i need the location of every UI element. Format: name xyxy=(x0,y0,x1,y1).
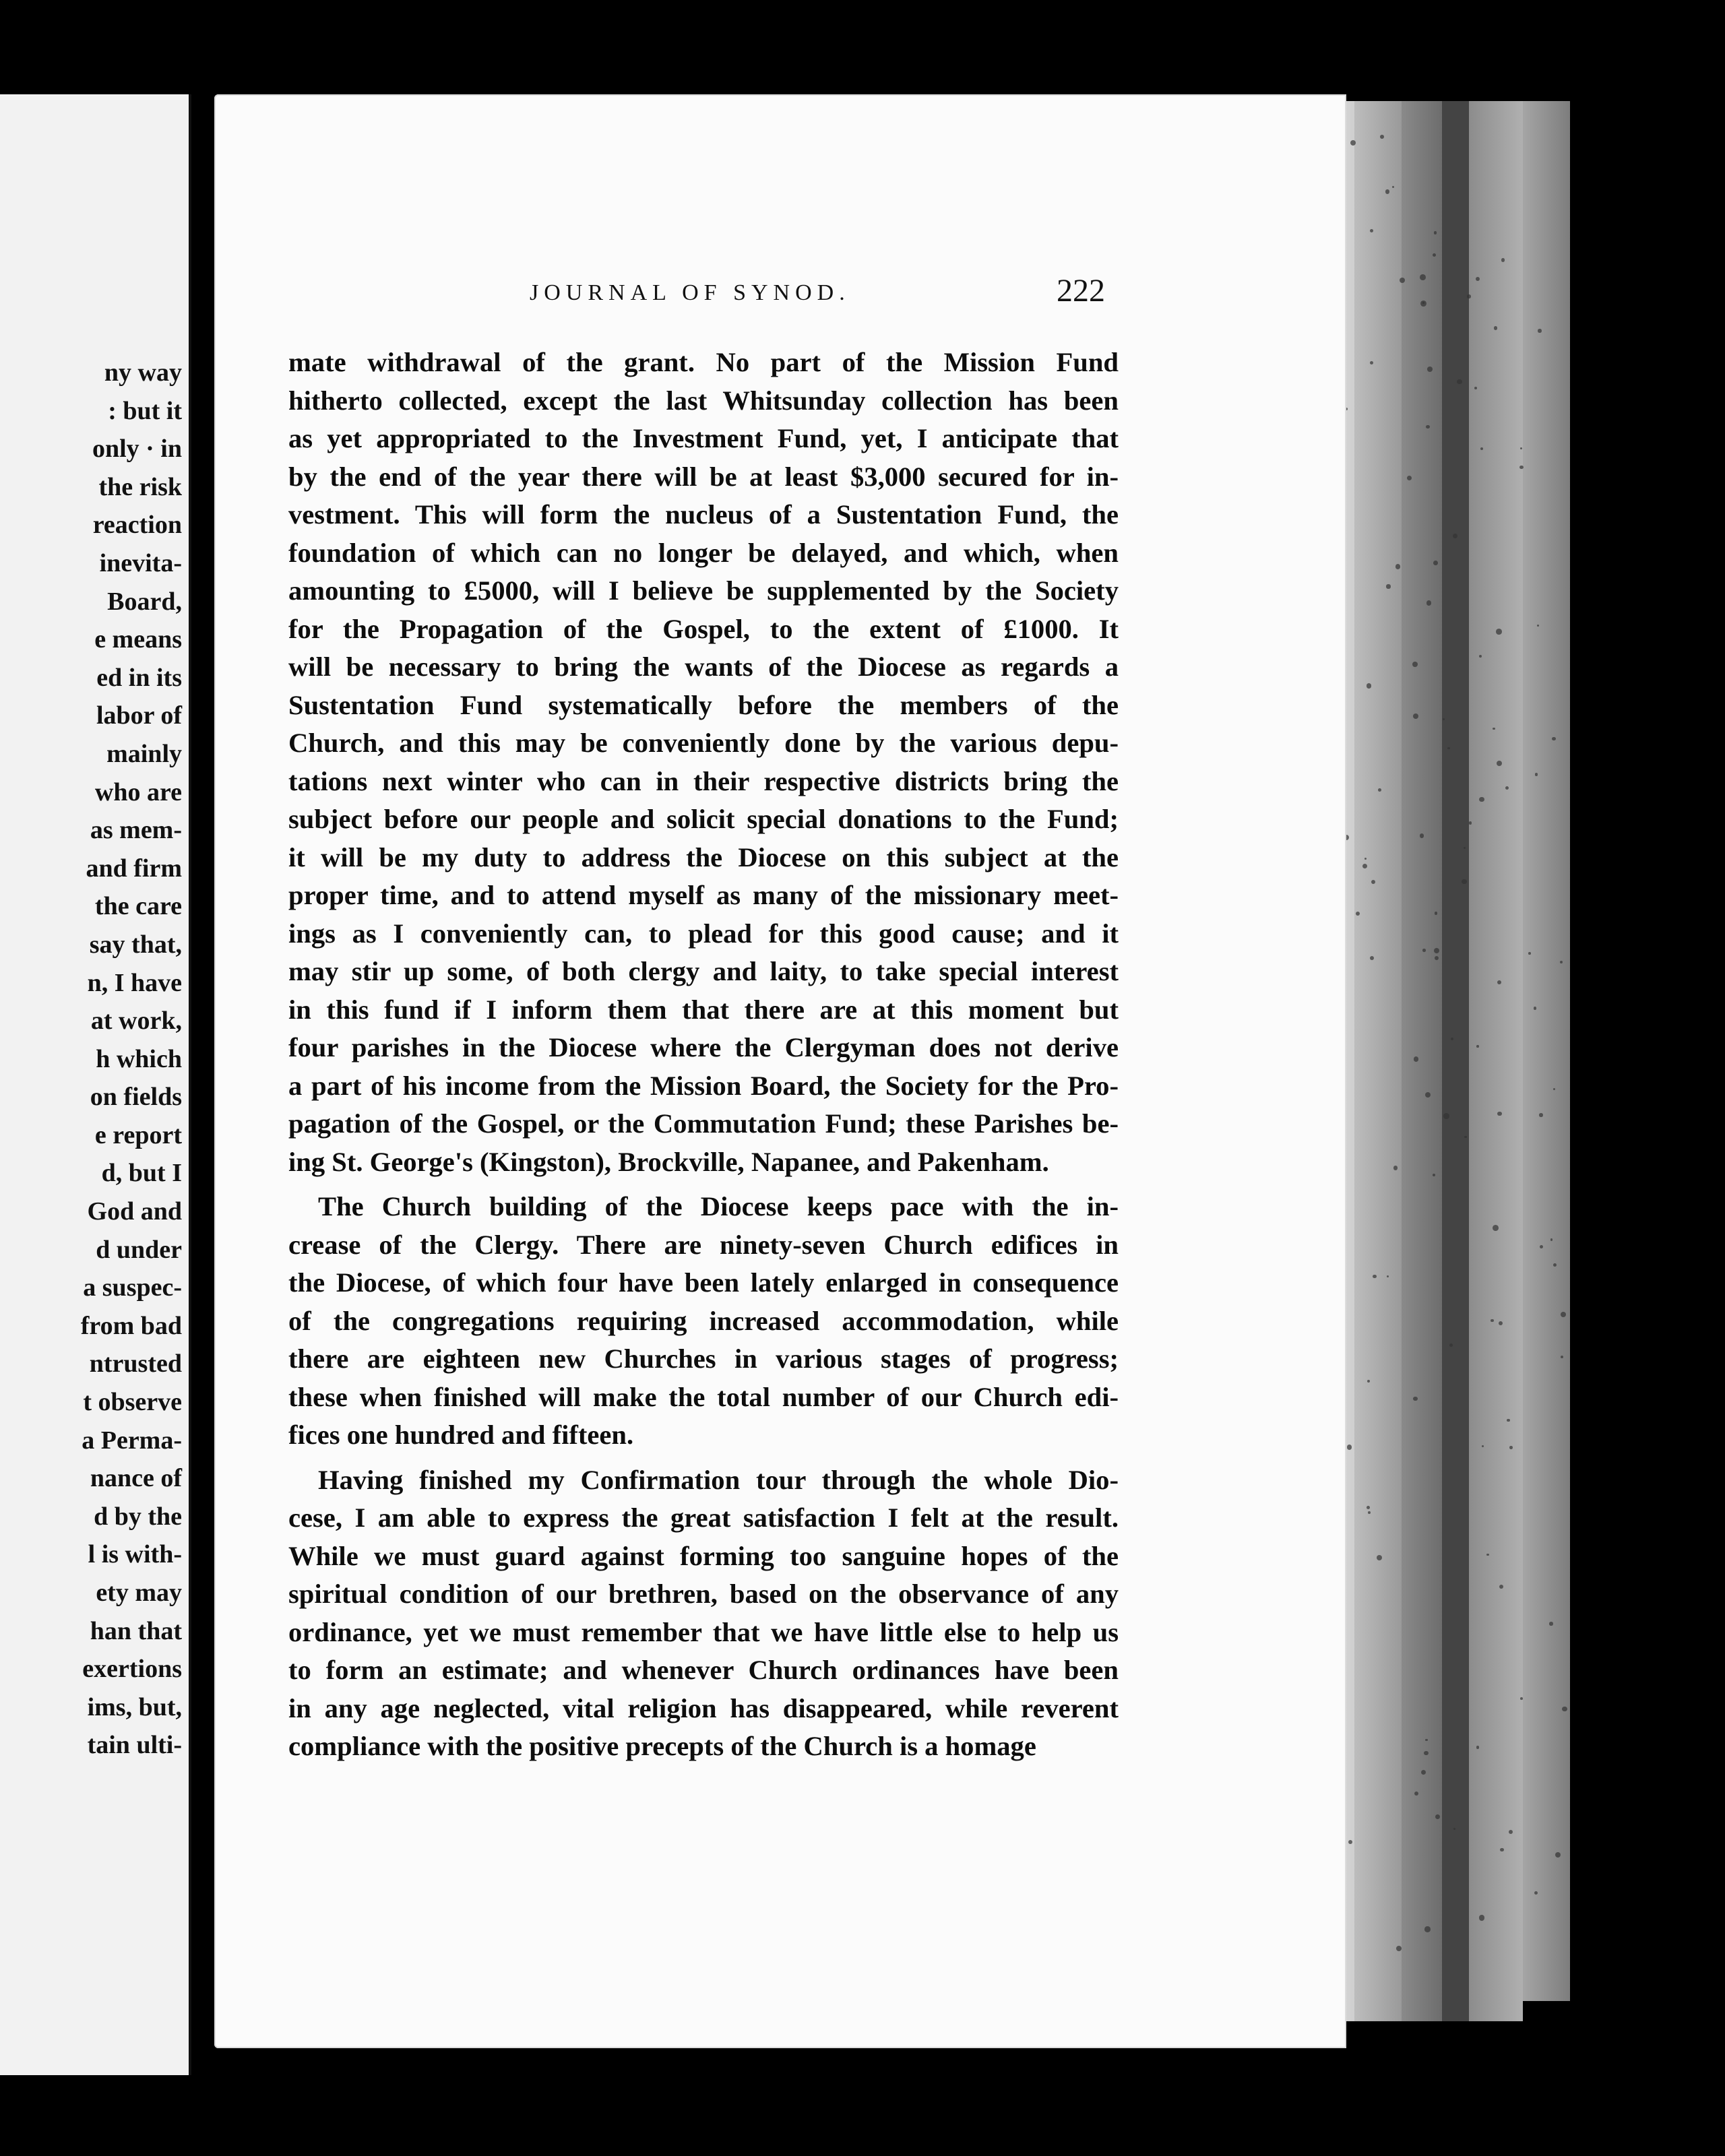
text-line: for the Propagation of the Gospel, to the extent of £1000. It xyxy=(288,613,1119,644)
page-edge xyxy=(1469,101,1523,2021)
left-page-line: n, I have xyxy=(87,968,182,997)
text-line: there are eighteen new Churches in various stages of progress; xyxy=(288,1343,1119,1374)
paragraph-gap xyxy=(288,1181,1119,1188)
text-line: of the congregations requiring increased accommodation, while xyxy=(288,1305,1119,1336)
speck xyxy=(1385,189,1390,194)
speck xyxy=(1387,1275,1389,1277)
speck xyxy=(1451,1038,1453,1040)
speck xyxy=(1350,140,1356,146)
text-line: mate withdrawal of the grant. No part of the Mission Fund xyxy=(288,347,1119,377)
left-page-line: from bad xyxy=(80,1311,182,1340)
speck xyxy=(1549,1622,1552,1625)
speck xyxy=(1370,229,1373,232)
speck xyxy=(1443,718,1445,720)
speck xyxy=(1467,294,1470,298)
speck xyxy=(1493,728,1495,730)
speck xyxy=(1435,956,1439,960)
page-edge xyxy=(1442,101,1469,2021)
speck xyxy=(1420,300,1426,307)
speck xyxy=(1497,1112,1501,1116)
page-number: 222 xyxy=(1057,273,1105,309)
text-line: While we must guard against forming too sanguine hopes of the xyxy=(288,1540,1119,1571)
speck xyxy=(1535,773,1538,775)
left-page-line: e means xyxy=(94,625,182,654)
speck xyxy=(1476,277,1480,281)
text-line: four parishes in the Diocese where the Clergyman does not derive xyxy=(288,1032,1119,1063)
left-page-line: l is with- xyxy=(88,1540,182,1569)
left-page-line: and firm xyxy=(86,854,182,883)
speck xyxy=(1538,329,1541,332)
speck xyxy=(1413,714,1418,719)
left-page-line: ntrusted xyxy=(89,1350,182,1378)
speck xyxy=(1347,1445,1352,1449)
left-page-line: d by the xyxy=(94,1502,182,1531)
speck xyxy=(1373,1275,1377,1279)
speck xyxy=(1519,466,1523,469)
text-line: in this fund if I inform them that there are at this moment but xyxy=(288,994,1119,1025)
speck xyxy=(1421,1770,1426,1775)
speck xyxy=(1378,788,1381,792)
speck xyxy=(1380,135,1384,139)
speck xyxy=(1407,476,1412,480)
speck xyxy=(1453,534,1457,538)
speck xyxy=(1482,1445,1484,1447)
speck xyxy=(1433,1174,1435,1176)
speck xyxy=(1370,956,1374,960)
speck xyxy=(1367,683,1372,689)
speck xyxy=(1433,561,1438,565)
text-line: Having finished my Confirmation tour through the whole Dio- xyxy=(318,1464,1119,1495)
speck xyxy=(1507,1419,1509,1422)
speck xyxy=(1552,737,1556,741)
text-line: hitherto collected, except the last Whitsunday collection has been xyxy=(288,385,1119,416)
text-line: crease of the Clergy. There are ninety-seven Church edifices in xyxy=(288,1229,1119,1260)
left-page-line: God and xyxy=(87,1197,182,1226)
left-page-line: t observe xyxy=(83,1388,182,1417)
speck xyxy=(1392,186,1394,188)
speck xyxy=(1435,912,1437,914)
paragraph xyxy=(288,344,1119,1181)
text-line: subject before our people and solicit special donations to the Fund; xyxy=(288,804,1119,834)
speck xyxy=(1493,1225,1499,1231)
left-page-line: on fields xyxy=(90,1083,182,1112)
text-line: tations next winter who can in their respective districts bring the xyxy=(288,765,1119,796)
speck xyxy=(1413,1397,1418,1401)
speck xyxy=(1476,1746,1479,1748)
left-page-line: the risk xyxy=(98,472,182,501)
text-line: cese, I am able to express the great satisfaction I felt at the result. xyxy=(288,1502,1119,1533)
left-page-line: say that, xyxy=(89,930,182,959)
left-page-line: ety may xyxy=(96,1579,182,1607)
speck xyxy=(1386,584,1390,588)
left-page-line: exertions xyxy=(82,1655,182,1684)
left-page-line: d under xyxy=(96,1235,182,1264)
left-page-line: : but it xyxy=(108,396,182,425)
text-line: in any age neglected, vital religion has disappeared, while reverent xyxy=(288,1692,1119,1723)
text-line: pagation of the Gospel, or the Commutation Fund; these Parishes be- xyxy=(288,1108,1119,1139)
speck xyxy=(1479,797,1484,802)
speck xyxy=(1562,1707,1567,1712)
left-page-line: Board, xyxy=(107,587,182,616)
left-page-line: only · in xyxy=(92,435,182,464)
speck xyxy=(1371,880,1375,884)
speck xyxy=(1393,1166,1398,1170)
speck xyxy=(1501,258,1505,261)
left-page-line: tain ulti- xyxy=(87,1731,182,1760)
speck xyxy=(1560,961,1563,963)
text-line: amounting to £5000, will I believe be supplemented by the Society xyxy=(288,575,1119,606)
left-page-line: a suspec- xyxy=(83,1273,182,1302)
left-page-line: d, but I xyxy=(101,1159,182,1188)
text-line: fices one hundred and fifteen. xyxy=(288,1420,634,1450)
text-line: as yet appropriated to the Investment Fund, yet, I anticipate that xyxy=(288,423,1119,453)
left-page-line: han that xyxy=(90,1616,182,1645)
speck xyxy=(1425,1739,1428,1742)
page-edge xyxy=(1523,101,1570,2001)
speck xyxy=(1464,1136,1466,1138)
left-facing-page xyxy=(0,94,191,2075)
speck xyxy=(1420,833,1424,837)
speck xyxy=(1412,662,1418,667)
page-edge xyxy=(1402,101,1442,2021)
left-page-line: who are xyxy=(94,778,182,806)
text-line: the Diocese, of which four have been lately enlarged in consequence xyxy=(288,1267,1119,1298)
left-page-line: at work, xyxy=(90,1007,182,1036)
speck xyxy=(1367,1506,1370,1509)
text-line: these when finished will make the total number of our Church edi- xyxy=(288,1381,1119,1412)
text-line: The Church building of the Diocese keeps pace with the in- xyxy=(318,1191,1119,1222)
speck xyxy=(1443,1113,1449,1119)
speck xyxy=(1453,1828,1455,1830)
left-page-line: reaction xyxy=(92,511,182,540)
speck xyxy=(1520,447,1522,449)
text-line: by the end of the year there will be at least $3,000 secured for in- xyxy=(288,461,1119,492)
left-page-line: ims, but, xyxy=(87,1692,182,1721)
paragraph xyxy=(288,1461,1119,1766)
text-line: spiritual condition of our brethren, based on the observance of any xyxy=(288,1579,1119,1609)
speck xyxy=(1422,949,1426,952)
speck xyxy=(1555,1852,1561,1858)
speck xyxy=(1476,1045,1479,1048)
text-line: may stir up some, of both clergy and laity, to take special interest xyxy=(288,956,1119,986)
speck xyxy=(1427,367,1433,372)
left-page-line: the care xyxy=(94,892,182,921)
text-line: a part of his income from the Mission Board, the Society for the Pro- xyxy=(288,1070,1119,1101)
speck xyxy=(1497,980,1501,984)
left-page-text xyxy=(81,354,182,1765)
text-line: Church, and this may be conveniently done by the various depu- xyxy=(288,728,1119,758)
speck xyxy=(1553,1088,1555,1090)
speck xyxy=(1396,1946,1402,1951)
speck xyxy=(1368,1511,1371,1514)
text-line: foundation of which can no longer be delayed, and which, when xyxy=(288,537,1119,568)
speck xyxy=(1414,1056,1418,1061)
left-page-line: e report xyxy=(94,1120,182,1149)
speck xyxy=(1462,879,1467,885)
text-line: it will be my duty to address the Diocese on this subject at the xyxy=(288,842,1119,873)
speck xyxy=(1520,1697,1523,1700)
paragraph xyxy=(288,1188,1119,1455)
text-line: Sustentation Fund systematically before the members of the xyxy=(288,689,1119,720)
left-page-line: mainly xyxy=(106,739,182,768)
speck xyxy=(1426,425,1430,429)
speck xyxy=(1539,1113,1543,1117)
text-line: proper time, and to attend myself as many of the missionary meet- xyxy=(288,880,1119,910)
paragraph-gap xyxy=(288,1455,1119,1461)
speck xyxy=(1505,786,1509,790)
left-page-line: ed in its xyxy=(96,663,182,692)
speck xyxy=(1499,1585,1503,1589)
running-head: JOURNAL OF SYNOD. xyxy=(530,280,850,305)
speck xyxy=(1509,1446,1513,1449)
text-line: ordinance, yet we must remember that we have little else to help us xyxy=(288,1616,1119,1647)
speck xyxy=(1494,326,1498,330)
speck xyxy=(1435,1814,1440,1819)
speck xyxy=(1370,361,1373,364)
text-line: vestment. This will form the nucleus of a Sustentation Fund, the xyxy=(288,499,1119,530)
left-page-line: nance of xyxy=(90,1464,182,1493)
speck xyxy=(1479,1915,1484,1920)
speck xyxy=(1561,1312,1566,1317)
page-edge xyxy=(1354,101,1402,2021)
text-line: to form an estimate; and whenever Church ordinances have been xyxy=(288,1655,1119,1685)
left-page-line: as mem- xyxy=(90,816,182,845)
speck xyxy=(1424,1926,1430,1932)
left-page-line: ny way xyxy=(104,358,182,387)
text-line: will be necessary to bring the wants of the Diocese as regards a xyxy=(288,652,1119,682)
speck xyxy=(1457,379,1462,384)
text-line: compliance with the positive precepts of the Church is a homage xyxy=(288,1731,1036,1761)
speck xyxy=(1365,858,1367,860)
speck xyxy=(1528,952,1531,955)
speck xyxy=(1426,600,1432,606)
left-page-line: labor of xyxy=(96,701,182,730)
speck xyxy=(1425,1092,1431,1098)
text-line: ings as I conveniently can, to plead for this good cause; and it xyxy=(288,918,1119,949)
text-line: ing St. George's (Kingston), Brockville, Napanee, and Pakenham. xyxy=(288,1146,1049,1177)
body-text xyxy=(288,344,1119,1766)
left-page-line: a Perma- xyxy=(82,1426,182,1455)
left-page-line: inevita- xyxy=(99,548,182,577)
left-page-line: h which xyxy=(96,1044,182,1073)
